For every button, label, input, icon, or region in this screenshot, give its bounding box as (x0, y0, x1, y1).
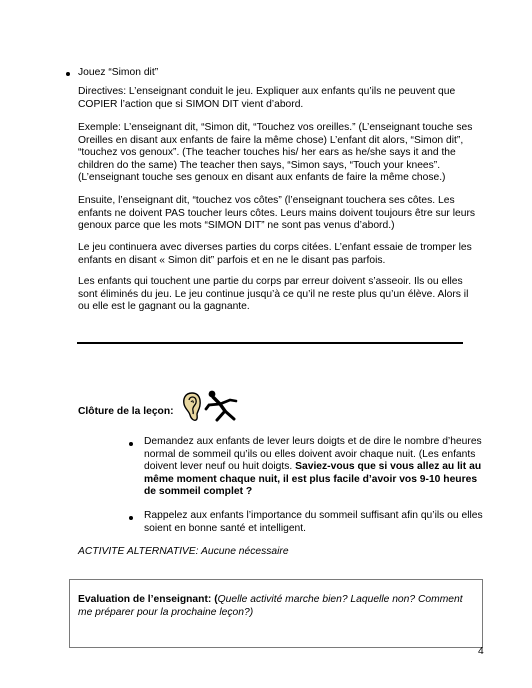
bullet-marker (66, 72, 70, 76)
bullet-text-bold: Saviez-vous que si vous allez au lit au même moment chaque nuit, il est plus facile d’avoir vos 9-10 heures de sommeil complet ? (144, 461, 482, 498)
game-title: Jouez “Simon dit” (78, 67, 159, 78)
ear-icon (182, 391, 202, 423)
evaluation-text (78, 594, 478, 619)
closing-bullet-sleep-hours (144, 436, 484, 499)
evaluation-open-paren: ( (214, 594, 218, 605)
bullet-text-normal: Demandez aux enfants de lever leurs doigts et de dire le nombre d’heures normal de sommeil qu’ils ou elles doivent avoir chaque nuit. (Les enfants doivent lever neuf ou huit doigts. (144, 436, 482, 473)
example-paragraph: Exemple: L’enseignant dit, “Simon dit, “Touchez vos oreilles.” (L’enseignant touche ses Oreilles en disant aux enfants de faire la même chose) L’enfant dit alors, “Simon dit”, “touchez vos genoux”. (The teacher touches his/ her ears as he/she says it and the children do the same) The teacher then says, “Simon says, “Touch your knees”. (L’enseignant touche ses genoux en disant aux enfants de faire la même chose.) (78, 122, 473, 184)
evaluation-question: Quelle activité marche bien? Laquelle non? Comment me préparer pour la prochaine leçon?) (78, 594, 463, 618)
evaluation-label: Evaluation de l’enseignant: (78, 594, 215, 605)
alternative-activity: ACTIVITE ALTERNATIVE: Aucune nécessaire (78, 546, 289, 557)
directives-paragraph: Directives: L’enseignant conduit le jeu. Expliquer aux enfants qu’ils ne peuvent que COPIER l’action que si SIMON DIT vient d’abord. (78, 86, 456, 110)
closing-bullet-importance: Rappelez aux enfants l’importance du sommeil suffisant afin qu’ils ou elles soient en bonne santé et intelligent. (144, 510, 483, 534)
ensuite-paragraph: Ensuite, l’enseignant dit, “touchez vos côtes” (l’enseignant touchera ses côtes. Les enfants ne doivent PAS toucher leurs côtes. Leurs mains doivent toujours être sur leurs genoux parce que les mots “SIMON DIT” ne sont pas venus d’abord.) (78, 195, 476, 232)
elimination-paragraph: Les enfants qui touchent une partie du corps par erreur doivent s’asseoir. Ils ou elles sont éliminés du jeu. Le jeu continue jusqu’à ce qu’il ne reste plus qu’un élève. Alors il ou elle est le gagnant ou la gagnante. (78, 276, 469, 313)
stretching-figure-icon (203, 389, 239, 423)
section-divider (77, 342, 463, 344)
closing-heading: Clôture de la leçon: (78, 406, 174, 417)
page-number: 4 (478, 646, 484, 657)
continuation-paragraph: Le jeu continuera avec diverses parties du corps citées. L’enfant essaie de tromper les enfants en disant « Simon dit” parfois et en ne le disant pas parfois. (78, 242, 472, 266)
bullet-marker (129, 442, 133, 446)
bullet-marker (129, 516, 133, 520)
